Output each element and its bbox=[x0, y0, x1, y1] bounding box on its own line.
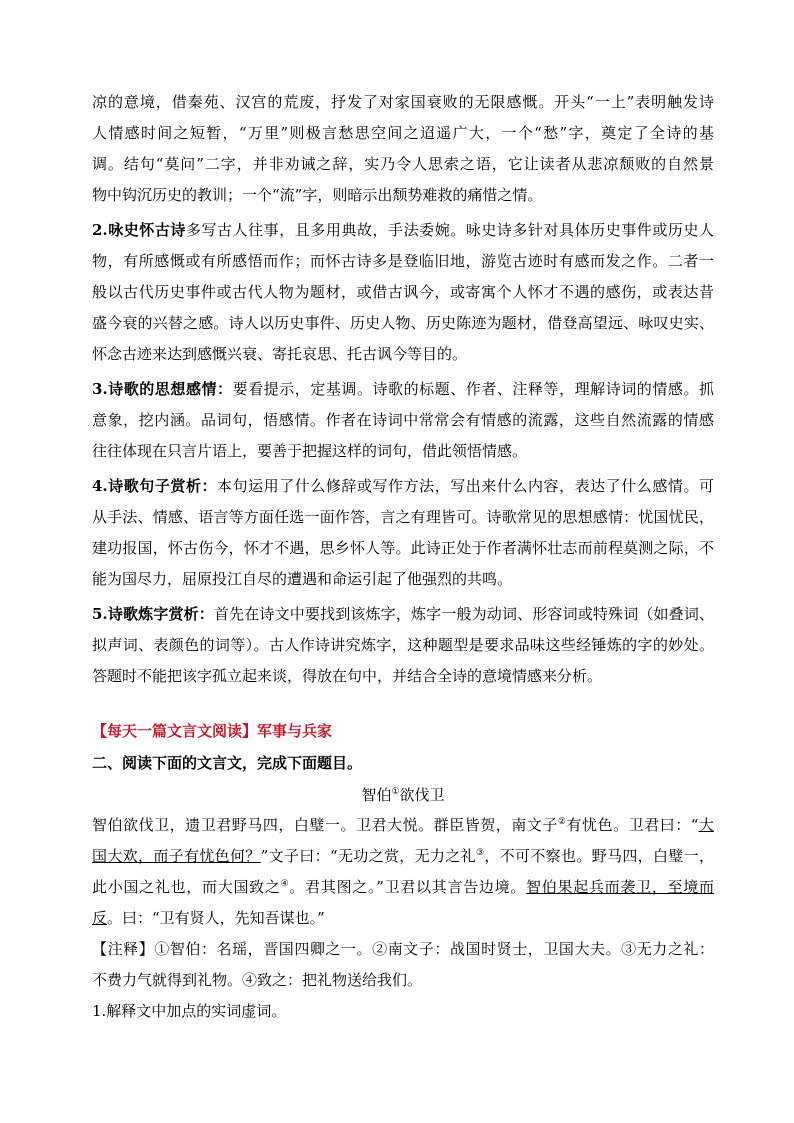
point-3-heading: 3.诗歌的思想感情： bbox=[92, 380, 233, 398]
point-2-heading: 2.咏史怀古诗 bbox=[92, 221, 186, 239]
point-5-line-3: 答题时不能把该字孤立起来谈，得放在句中，并结合全诗的意境情感来分析。 bbox=[92, 667, 603, 685]
point-4-line-2: 从手法、情感、语言等方面任选一面作答，言之有理皆可。诗歌常见的思想感情：忧国忧民， bbox=[92, 508, 714, 526]
point-2-line-1 bbox=[92, 215, 714, 246]
point-4-line-4: 能为国尽力，屈原投江自尽的遭遇和命运引起了他强烈的共鸣。 bbox=[92, 570, 513, 588]
intro-line-3: 调。结句“莫问”二字，并非劝诫之辞，实乃令人思索之语，它让读者从悲凉颓败的自然景 bbox=[92, 155, 714, 173]
intro-line-2: 人情感时间之短暂，“万里”则极言愁思空间之迢遥广大，一个“愁”字，奠定了全诗的基 bbox=[92, 124, 714, 142]
point-2-line-4: 盛今衰的兴替之感。诗人以历史事件、历史人物、历史陈迹为题材，借登高望远、咏叹史实、 bbox=[92, 314, 714, 332]
point-5-heading: 5.诗歌炼字赏析： bbox=[92, 605, 214, 623]
passage-line-4: 反。曰：“卫有贤人，先知吾谋也。” bbox=[92, 909, 325, 927]
underlined-sentence-2: 智伯果起兵而袭卫，至境而 bbox=[526, 878, 714, 896]
passage-title: 智伯①欲伐卫 bbox=[361, 786, 445, 804]
point-2-line-2: 物，有所感慨或有所感悟而作；而怀古诗多是登临旧地，游览古迹时有感而发之作。二者一 bbox=[92, 252, 714, 270]
intro-line-1: 凉的意境，借秦苑、汉宫的荒废，抒发了对家国衰败的无限感慨。开头“一上”表明触发诗 bbox=[92, 93, 714, 111]
point-3-text: 要看提示，定基调。诗歌的标题、作者、注释等，理解诗词的情感。抓 bbox=[232, 380, 714, 398]
question-1: 1.解释文中加点的实词虚词。 bbox=[92, 1002, 287, 1020]
notes-line-2: 不费力气就得到礼物。④致之：把礼物送给我们。 bbox=[92, 971, 423, 989]
point-4-line-1 bbox=[92, 471, 714, 502]
point-2-line-3: 般以古代历史事件或古代人物为题材，或借古讽今，或寄寓个人怀才不遇的感伤，或表达昔 bbox=[92, 283, 714, 301]
point-3-line-1 bbox=[92, 374, 714, 405]
intro-line-4: 物中钩沉历史的教训；一个“流”字，则暗示出颓势难救的痛惜之情。 bbox=[92, 186, 543, 204]
point-5-text: 首先在诗文中要找到该炼字，炼字一般为动词、形容词或特殊词（如叠词、 bbox=[213, 605, 714, 623]
underlined-sentence-2-cont: 反 bbox=[92, 909, 108, 927]
point-5-line-2: 拟声词、表颜色的词等）。古人作诗讲究炼字，这种题型是要求品味这些经锤炼的字的妙处。 bbox=[92, 636, 714, 654]
point-4-heading: 4.诗歌句子赏析： bbox=[92, 477, 218, 495]
point-2-line-5: 怀念古迹来达到感慨兴衰、寄托哀思、托古讽今等目的。 bbox=[92, 345, 468, 363]
point-5-line-1 bbox=[92, 599, 714, 630]
point-3-line-3: 往往体现在只言片语上，要善于把握这样的词句，借此领悟情感。 bbox=[92, 442, 528, 460]
question-heading: 二、阅读下面的文言文，完成下面题目。 bbox=[92, 754, 363, 772]
point-4-text: 本句运用了什么修辞或写作方法，写出来什么内容，表达了什么感情。可 bbox=[217, 477, 714, 495]
point-2-text: 多写古人往事，且多用典故，手法委婉。咏史诗多针对具体历史事件或历史人 bbox=[185, 221, 714, 239]
passage-line-3: 此小国之礼也，而大国致之④。君其图之。”卫君以其言告边境。智伯果起兵而袭卫，至境而 bbox=[92, 878, 714, 896]
underlined-sentence-1: 大 bbox=[698, 816, 714, 834]
underlined-sentence-1-cont: 国大欢，而子有忧色何？ bbox=[92, 847, 261, 865]
notes-line-1: 【注释】①智伯：名瑶，晋国四卿之一。②南文子：战国时贤士，卫国大夫。③无力之礼： bbox=[92, 940, 714, 958]
point-3-line-2: 意象，挖内涵。品词句，悟感情。作者在诗词中常常会有情感的流露，这些自然流露的情感 bbox=[92, 411, 714, 429]
point-4-line-3: 建功报国，怀古伤今，怀才不遇，思乡怀人等。此诗正处于作者满怀壮志而前程莫测之际，不 bbox=[92, 539, 714, 557]
section-tag: 【每天一篇文言文阅读】军事与兵家 bbox=[92, 722, 333, 740]
passage-line-2: 国大欢，而子有忧色何？”文子曰：“无功之赏，无力之礼③，不可不察也。野马四，白璧一， bbox=[92, 847, 714, 865]
passage-line-1: 智伯欲伐卫，遗卫君野马四，白璧一。卫君大悦。群臣皆贺，南文子②有忧色。卫君曰：“大 bbox=[92, 816, 714, 834]
